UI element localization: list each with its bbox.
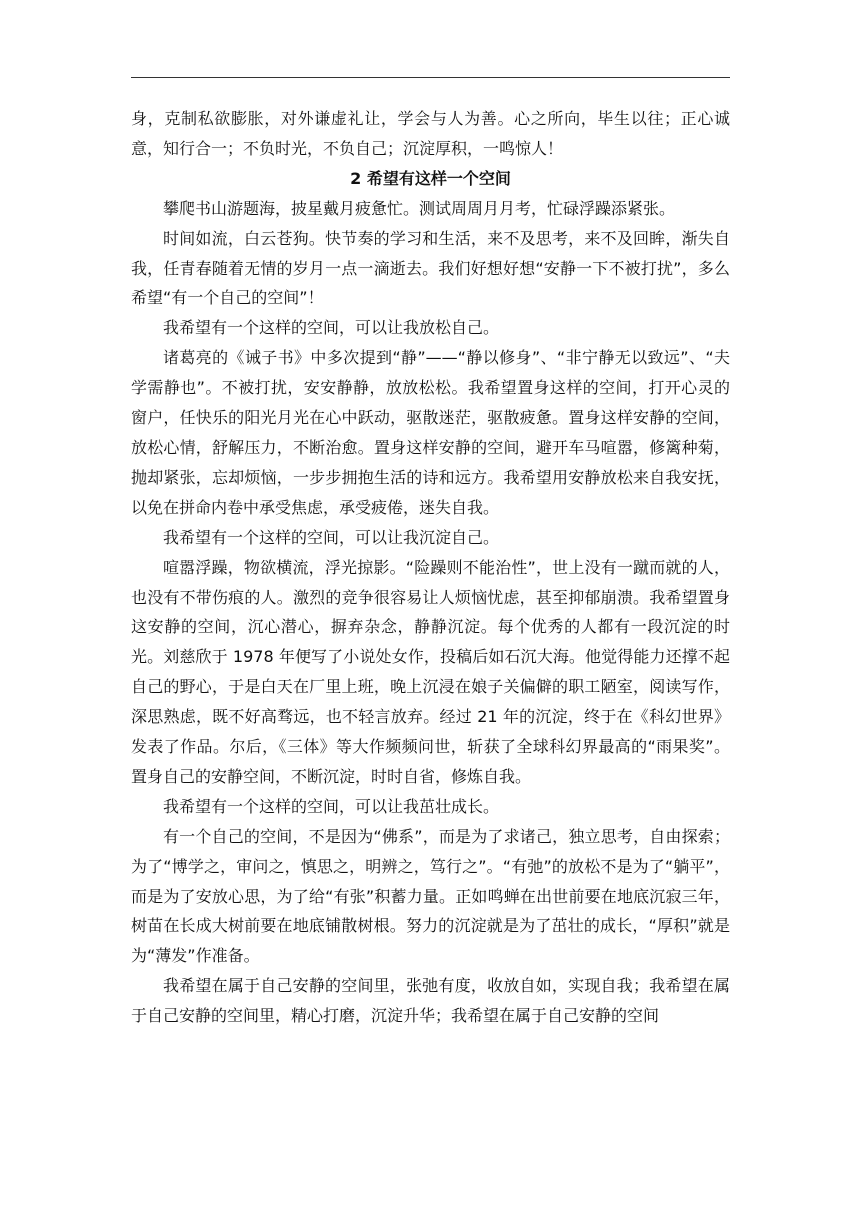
- document-body: [131, 104, 730, 1031]
- paragraph: 我希望有一个这样的空间，可以让我放松自己。: [163, 318, 500, 338]
- paragraph: 喧嚣浮躁，物欲横流，浮光掠影。“险躁则不能治性”，世上没有一蹴而就的人，也没有不带伤痕的人。激烈的竞争很容易让人烦恼忧虑，甚至抑郁崩溃。我希望置身这安静的空间，沉心潜心，摒弃杂念，静静沉淀。每个优秀的人都有一段沉淀的时光。刘慈欣于 1978 年便写了小说处女作，投稿后如石沉大海。他觉得能力还撑不起自己的野心，于是白天在厂里上班，晚上沉浸在娘子关偏僻的职工陋室，阅读写作，深思熟虑，既不好高骛远，也不轻言放弃。经过 21 年的沉淀，终于在《科幻世界》发表了作品。尔后，《三体》等大作频频问世，斩获了全球科幻界最高的“雨果奖”。置身自己的安静空间，不断沉淀，时时自省，修炼自我。: [131, 557, 730, 786]
- paragraph: 我希望有一个这样的空间，可以让我沉淀自己。: [163, 527, 500, 547]
- paragraph: 攀爬书山游题海，披星戴月疲惫忙。测试周周月月考，忙碌浮躁添紧张。: [163, 198, 676, 218]
- paragraph: 时间如流，白云苍狗。快节奏的学习和生活，来不及思考，来不及回眸，渐失自我，任青春随着无情的岁月一点一滴逝去。我们好想好想“安静一下不被打扰”，多么希望“有一个自己的空间”！: [131, 228, 730, 308]
- paragraph: 我希望有一个这样的空间，可以让我茁壮成长。: [163, 796, 500, 816]
- paragraph: 我希望在属于自己安静的空间里，张弛有度，收放自如，实现自我；我希望在属于自己安静的空间里，精心打磨，沉淀升华；我希望在属于自己安静的空间: [131, 976, 730, 1026]
- essay-heading: 2 希望有这样一个空间: [350, 168, 511, 188]
- paragraph: 有一个自己的空间，不是因为“佛系”，而是为了求诸己，独立思考，自由探索；为了“博学之，审问之，慎思之，明辨之，笃行之”。“有弛”的放松不是为了“躺平”，而是为了安放心思，为了给“有张”积蓄力量。正如鸣蝉在出世前要在地底沉寂三年，树苗在长成大树前要在地底铺散树根。努力的沉淀就是为了茁壮的成长，“厚积”就是为“薄发”作准备。: [131, 826, 730, 966]
- paragraph: 诸葛亮的《诫子书》中多次提到“静”——“静以修身”、“非宁静无以致远”、“夫学需静也”。不被打扰，安安静静，放放松松。我希望置身这样的空间，打开心灵的窗户，任快乐的阳光月光在心中跃动，驱散迷茫，驱散疲惫。置身这样安静的空间，放松心情，舒解压力，不断治愈。置身这样安静的空间，避开车马喧嚣，修篱种菊，抛却紧张，忘却烦恼，一步步拥抱生活的诗和远方。我希望用安静放松来自我安抚，以免在拼命内卷中承受焦虑，承受疲倦，迷失自我。: [131, 348, 730, 517]
- header-rule: [131, 77, 730, 78]
- continuation-paragraph: 身，克制私欲膨胀，对外谦虚礼让，学会与人为善。心之所向，毕生以往；正心诚意，知行合一；不负时光，不负自己；沉淀厚积，一鸣惊人！: [131, 109, 730, 158]
